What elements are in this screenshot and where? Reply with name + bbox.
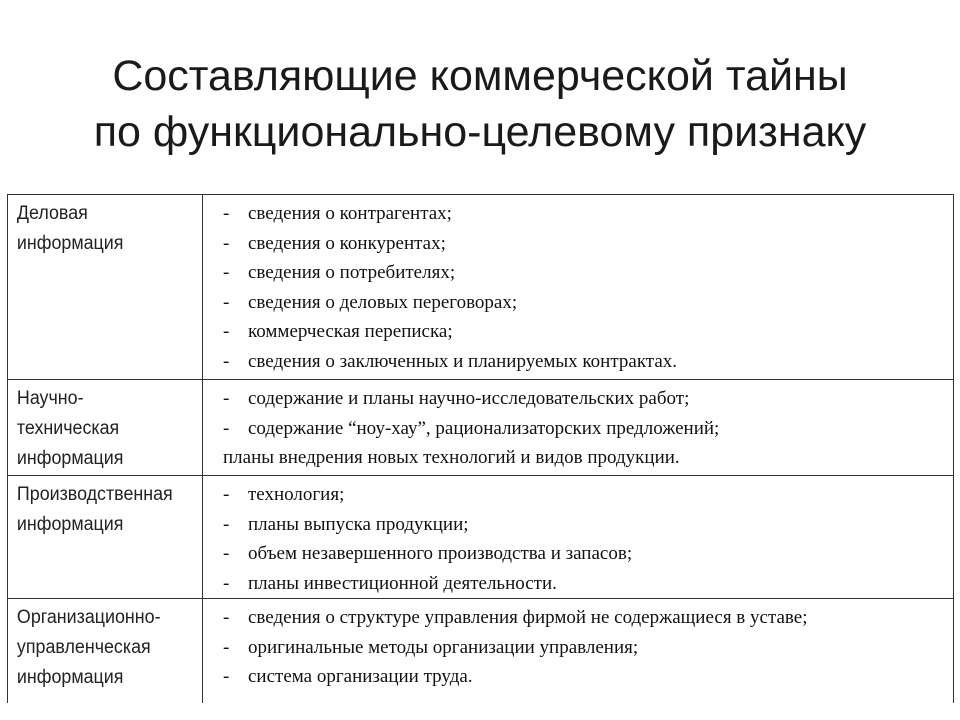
list-item	[223, 258, 949, 288]
item-bullet: -	[223, 513, 230, 535]
item-bullet: -	[223, 203, 230, 224]
item-bullet: -	[223, 291, 230, 313]
item-bullet: -	[223, 572, 230, 594]
table-row	[8, 476, 954, 599]
category-cell	[8, 476, 191, 599]
item-text: сведения о деловых переговорах;	[248, 291, 518, 313]
category-line: техническая	[16, 418, 119, 439]
item-text: планы инвестиционной деятельности.	[248, 572, 557, 594]
item-text: планы внедрения новых технологий и видов продукции.	[223, 447, 680, 468]
item-bullet: -	[223, 636, 230, 658]
item-bullet: -	[223, 607, 230, 628]
items-cell	[203, 476, 954, 599]
slide-title-line-2: по функционально-целевому признаку	[93, 108, 867, 156]
item-bullet: -	[223, 417, 230, 439]
table-row	[8, 195, 954, 380]
list-item	[223, 414, 949, 444]
item-text: система организации труда.	[248, 666, 473, 687]
item-text: сведения о структуре управления фирмой не содержащиеся в уставе;	[248, 607, 808, 628]
item-bullet: -	[223, 262, 230, 283]
list-item	[223, 443, 949, 473]
category-line: информация	[16, 514, 123, 535]
list-item	[223, 662, 949, 692]
list-item	[223, 199, 949, 229]
list-item	[223, 317, 949, 347]
slide-title-line-1: Составляющие коммерческой тайны	[112, 52, 848, 100]
item-text: технология;	[248, 484, 345, 505]
item-bullet: -	[223, 543, 230, 564]
category-cell	[8, 599, 191, 704]
category-cell	[8, 195, 191, 380]
item-text: планы выпуска продукции;	[248, 513, 469, 535]
item-bullet: -	[223, 350, 230, 372]
item-text: содержание “ноу-хау”, рационализаторских предложений;	[248, 417, 720, 439]
items-cell	[203, 599, 954, 704]
items-cell	[203, 195, 954, 380]
item-bullet: -	[223, 666, 230, 687]
category-line: Организационно-	[16, 607, 161, 628]
item-text: оригинальные методы организации управления;	[248, 636, 639, 658]
table-row	[8, 599, 954, 704]
item-text: сведения о заключенных и планируемых контрактах.	[248, 350, 678, 372]
category-line: Производственная	[16, 484, 173, 505]
item-bullet: -	[223, 484, 230, 505]
item-text: сведения о контрагентах;	[248, 203, 452, 224]
category-line: информация	[16, 448, 123, 469]
item-text: содержание и планы научно-исследовательских работ;	[248, 388, 690, 409]
list-item	[223, 633, 949, 663]
item-text: сведения о потребителях;	[248, 262, 456, 283]
item-bullet: -	[223, 321, 230, 342]
slide-title	[0, 48, 960, 160]
item-bullet: -	[223, 232, 230, 254]
items-cell	[203, 380, 954, 476]
item-bullet: -	[223, 388, 230, 409]
category-line: Научно-	[16, 388, 84, 409]
table-row	[8, 380, 954, 476]
category-cell	[8, 380, 191, 476]
list-item	[223, 480, 949, 510]
category-line: управленческая	[16, 637, 151, 658]
list-item	[223, 603, 949, 633]
list-item	[223, 569, 949, 599]
list-item	[223, 510, 949, 540]
trade-secret-table	[7, 194, 954, 703]
item-text: сведения о конкурентах;	[248, 232, 446, 254]
category-line: Деловая	[16, 203, 88, 224]
item-text: коммерческая переписка;	[248, 321, 453, 342]
list-item	[223, 229, 949, 259]
category-line: информация	[16, 233, 123, 254]
item-text: объем незавершенного производства и запасов;	[248, 543, 633, 564]
list-item	[223, 288, 949, 318]
list-item	[223, 384, 949, 414]
list-item	[223, 539, 949, 569]
trade-secret-table-container	[7, 194, 953, 714]
category-line: информация	[16, 667, 123, 688]
list-item	[223, 347, 949, 377]
